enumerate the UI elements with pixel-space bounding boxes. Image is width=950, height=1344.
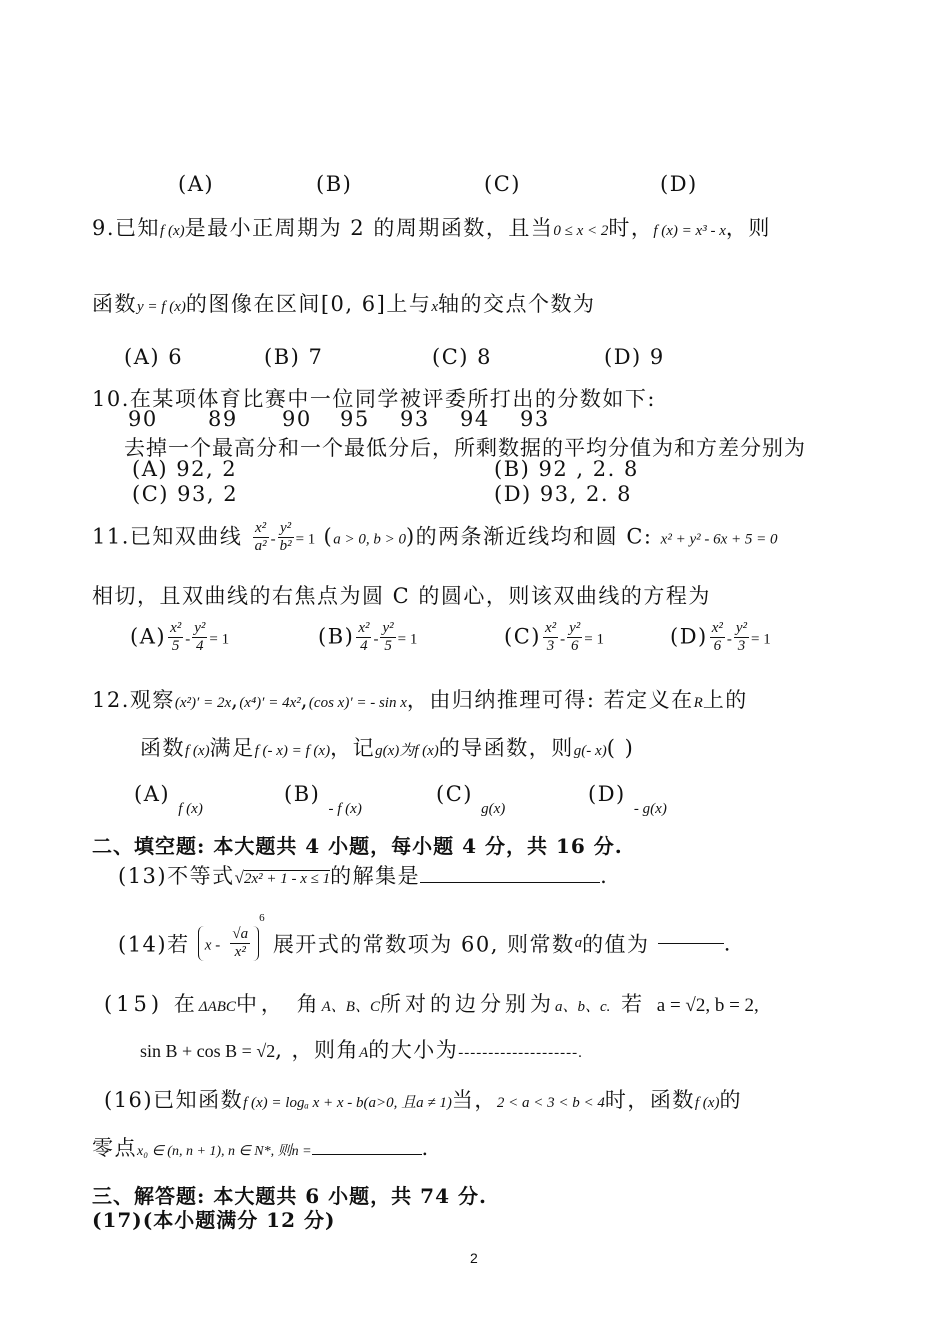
q10-score: 95 [340,407,370,431]
q8-option-a: (A) [178,172,215,196]
question-16-line1: (16)已知函数f (x) = logₐ x + x - b(a>0, 且a ≠ 1)当，2 < a < 3 < b < 4时，函数f (x)的 [104,1088,742,1112]
answer-blank[interactable] [312,1154,422,1155]
q9-option-b: (B) 7 [264,345,324,369]
answer-blank[interactable] [420,882,600,883]
q12-option-b: (B) $_{- f (x)}$ [284,782,362,817]
question-9-line2: 函数y = f (x)的图像在区间[0, 6]上与x轴的交点个数为 [92,292,596,316]
question-10-text2: 去掉一个最高分和一个最低分后，所剩数据的平均分值为和方差分别为 [124,436,806,460]
q10-score: 89 [208,407,238,431]
question-15-line2: sin B + cos B = √2, ，则角A的大小为--------------------. [140,1038,583,1062]
q12-option-c: (C) $_{g(x)}$ [436,782,506,817]
q8-option-b: (B) [316,172,353,196]
q9-option-c: (C) 8 [432,345,492,369]
question-17-heading: (17)(本小题满分 12 分) [92,1208,336,1232]
question-10-text: 10.在某项体育比赛中一位同学被评委所打出的分数如下: [92,387,656,411]
question-11-line1: 11.已知双曲线 $\frac{\text{x²}}{\text{a²}}$ - $\frac{\text{y²}}{\text{b²}}$ = 1 (a > 0, b > 0)的两条渐近线均和圆 C: x² + y² - 6x + 5 = 0 [92,520,778,555]
answer-blank[interactable] [658,943,724,944]
q10-score: 90 [282,407,312,431]
section-2-heading: 二、填空题: 本大题共 4 小题，每小题 4 分，共 16 分. [92,834,623,858]
q10-option-a: (A) 92, 2 [132,457,238,481]
q8-option-d: (D) [660,172,698,196]
page-number: 2 [470,1250,478,1266]
section-3-heading: 三、解答题: 本大题共 6 小题，共 74 分. [92,1184,487,1208]
q9-option-d: (D) 9 [604,345,665,369]
q9-option-a: (A) 6 [124,345,184,369]
question-11-line2: 相切，且双曲线的右焦点为圆 C 的圆心，则该双曲线的方程为 [92,584,711,608]
question-12-line2: 函数f (x)满足f (- x) = f (x)，记g(x)为f (x)的导函数，则g(- x)( ) [140,736,635,760]
q11-option-c: (C) $\frac{\text{x²}}{3}$ - $\frac{\text{y²}}{6}$ = 1 [504,620,604,655]
q10-score: 93 [520,407,550,431]
q10-option-d: (D) 93, 2. 8 [494,482,633,506]
q11-option-a: (A) $\frac{\text{x²}}{5}$ - $\frac{\text{y²}}{4}$ = 1 [130,620,230,655]
q10-score: 90 [128,407,158,431]
q12-option-a: (A) $_{f (x)}$ [134,782,203,817]
q12-option-d: (D) $_{- g(x)}$ [588,782,667,817]
q10-score: 94 [460,407,490,431]
q11-option-b: (B) $\frac{\text{x²}}{4}$ - $\frac{\text{y²}}{5}$ = 1 [318,620,418,655]
question-13: (13)不等式√2x² + 1 - x ≤ 1的解集是 . [118,864,609,888]
question-15-line1: (15) 在ΔABC中， 角A、B、C所对的边分别为a、b、c. 若 a = √2, b = 2, [104,992,759,1016]
q10-option-b: (B) 92 , 2. 8 [494,457,639,481]
question-9-line1: 9.已知f (x)是最小正周期为 2 的周期函数，且当0 ≤ x < 2时，f (x) = x³ - x，则 [92,216,771,240]
q11-option-d: (D) $\frac{\text{x²}}{6}$ - $\frac{\text{y²}}{3}$ = 1 [670,620,771,655]
question-14: (14)若 x - $\frac{√a}{\text{x²}}$ $^6$ 展开式的常数项为 60, 则常数a的值为 . [118,912,732,960]
q8-option-c: (C) [484,172,521,196]
hyperbola-y-term: $\frac{\text{y²}}{\text{b²}}$ [279,520,292,555]
q10-score: 93 [400,407,430,431]
question-16-line2: 零点x₀ ∈ (n, n + 1), n ∈ N*, 则n = . [92,1136,430,1160]
q10-option-c: (C) 93, 2 [132,482,239,506]
question-12-line1: 12.观察(x²)′ = 2x,(x⁴)′ = 4x²,(cos x)′ = - sin x，由归纳推理可得: 若定义在R上的 [92,688,748,712]
hyperbola-x-term: $\frac{\text{x²}}{\text{a²}}$ [254,520,267,555]
